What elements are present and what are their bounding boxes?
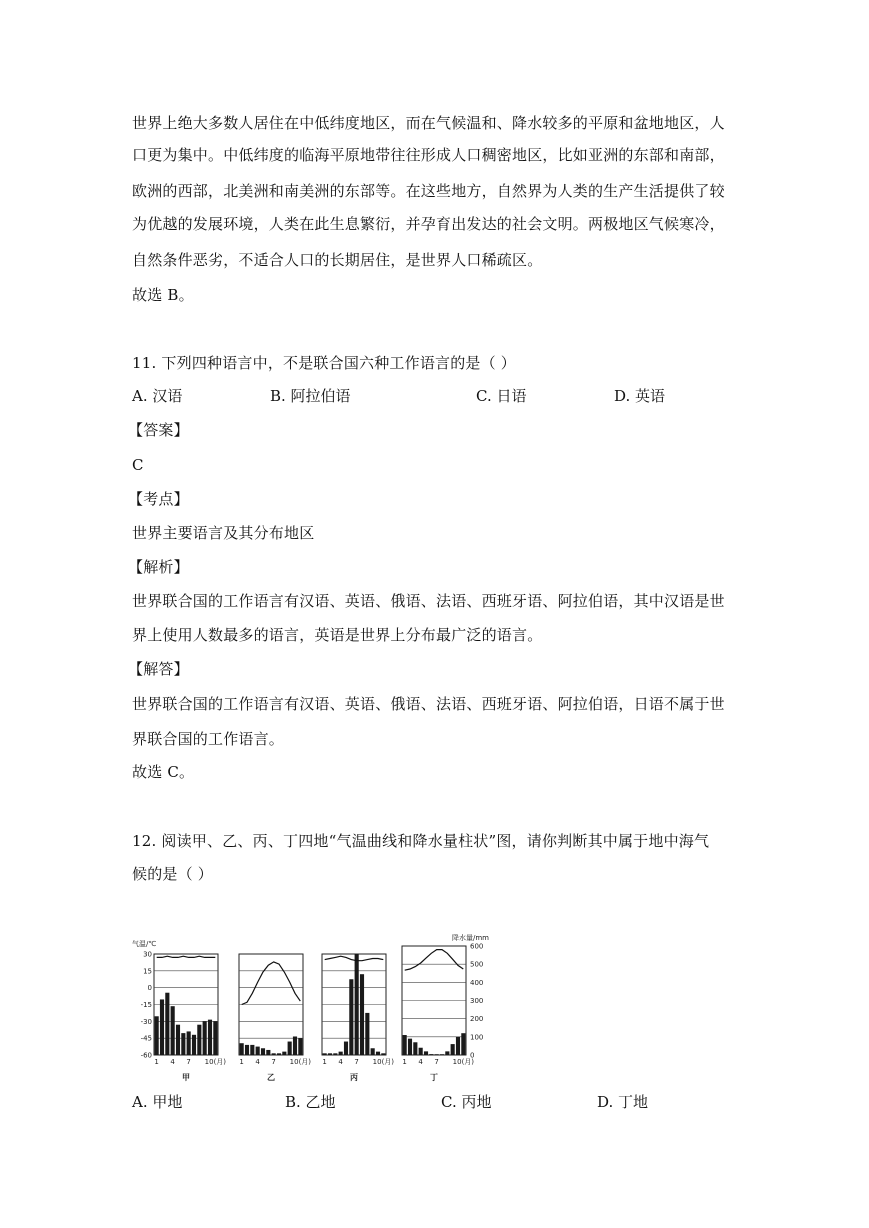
precip-tick-label: 300 [470,997,484,1005]
q11-option-b: B. 阿拉伯语 [270,387,351,405]
month-tick-label: 4 [255,1058,260,1066]
intro-conclusion: 故选 B。 [132,286,194,304]
q12-option-b: B. 乙地 [285,1093,336,1111]
temp-tick-label: -60 [140,1051,152,1060]
precip-bar [339,1052,343,1055]
precip-bar [181,1033,185,1055]
precip-bar [349,979,353,1055]
q11-option-d: D. 英语 [614,387,666,405]
precip-bar [277,1053,281,1055]
precip-bar [192,1035,196,1055]
q12-option-a: A. 甲地 [132,1093,183,1111]
temperature-curve [405,950,464,971]
precip-bar [208,1020,212,1055]
panel-name-label: 丙 [350,1072,358,1082]
precip-bar [176,1025,180,1055]
precip-bar [213,1021,217,1055]
precip-bar [266,1050,270,1055]
q11-option-c: C. 日语 [476,387,527,405]
q11-analysis-heading: 【解析】 [128,558,189,576]
precip-bar [272,1053,276,1055]
precip-bar [155,1016,159,1055]
precip-bar [381,1053,385,1055]
q11-answer: C [132,456,144,474]
precip-bar [429,1054,433,1055]
precip-bar [424,1051,428,1055]
precip-bar [413,1042,417,1055]
precip-bar [355,954,359,1055]
precip-bar [323,1053,327,1055]
month-tick-label: 4 [170,1058,175,1066]
temp-tick-label: -15 [140,1001,152,1009]
precip-tick-label: 400 [470,978,484,987]
q11-solution-heading: 【解答】 [128,660,189,678]
precip-bar [371,1048,375,1055]
month-tick-label: 4 [418,1058,423,1066]
precip-bar [171,1006,175,1055]
intro-line-3: 欧洲的西部，北美洲和南美洲的东部等。在这些地方，自然界为人类的生产生活提供了较 [132,182,725,200]
temperature-curve [242,962,301,1005]
precip-bar [203,1021,207,1055]
precip-tick-label: 100 [470,1033,484,1042]
panel-name-label: 甲 [182,1072,190,1082]
precip-bar [440,1054,444,1055]
precip-bar [365,1013,369,1055]
precip-bar [419,1048,423,1055]
month-tick-label: 7 [354,1058,359,1066]
precip-tick-label: 200 [470,1015,484,1024]
temp-tick-label: 30 [143,950,152,959]
month-tick-label: 1 [239,1058,244,1066]
q11-analysis-line-2: 界上使用人数最多的语言，英语是世界上分布最广泛的语言。 [132,626,543,644]
precip-bar [403,1035,407,1055]
precip-bar [408,1039,412,1055]
precip-bar [333,1053,337,1055]
panel-name-label: 乙 [267,1072,275,1082]
precip-bar [288,1042,292,1055]
q12-option-c: C. 丙地 [441,1093,492,1111]
q11-conclusion: 故选 C。 [132,763,195,781]
q11-stem: 11. 下列四种语言中，不是联合国六种工作语言的是（ ） [132,354,516,372]
precip-bar [256,1047,260,1055]
precip-tick-label: 600 [470,942,484,951]
precip-bar [245,1045,249,1055]
temperature-curve [325,956,384,961]
month-tick-label: 1 [154,1058,159,1066]
left-axis-label: 气温/℃ [132,940,157,948]
month-tick-label: 10(月) [204,1058,227,1066]
q11-answer-heading: 【答案】 [128,421,189,439]
intro-line-5: 自然条件恶劣，不适合人口的长期居住，是世界人口稀疏区。 [132,251,543,269]
precip-bar [165,993,169,1055]
q11-analysis-line-1: 世界联合国的工作语言有汉语、英语、俄语、法语、西班牙语、阿拉伯语，其中汉语是世 [132,592,725,610]
precip-bar [250,1045,254,1055]
climate-charts-svg [130,930,500,1082]
precip-tick-label: 0 [470,1051,475,1060]
temperature-curve [157,956,216,957]
precip-tick-label: 500 [470,960,484,969]
intro-line-4: 为优越的发展环境，人类在此生息繁衍，并孕育出发达的社会文明。两极地区气候寒冷， [132,215,725,233]
intro-line-1: 世界上绝大多数人居住在中低纬度地区，而在气候温和、降水较多的平原和盆地地区，人 [132,114,725,132]
month-tick-label: 1 [322,1058,327,1066]
q11-option-a: A. 汉语 [132,387,183,405]
right-axis-label: 降水量/mm [452,934,489,942]
precip-bar [451,1044,455,1055]
precip-bar [240,1043,244,1055]
month-tick-label: 1 [402,1058,407,1066]
precip-bar [261,1048,265,1055]
precip-bar [282,1052,286,1055]
q11-point: 世界主要语言及其分布地区 [132,524,315,542]
precip-bar [293,1036,297,1055]
precip-bar [461,1033,465,1055]
temp-tick-label: 0 [147,984,152,993]
climate-chart-figure [130,930,500,1082]
month-tick-label: 10(月) [452,1058,475,1066]
temp-tick-label: -30 [140,1017,152,1026]
precip-bar [344,1042,348,1055]
precip-bar [435,1054,439,1055]
month-tick-label: 10(月) [289,1058,312,1066]
temp-tick-label: -45 [140,1034,152,1043]
precip-bar [160,999,164,1055]
precip-bar [445,1051,449,1055]
q11-point-heading: 【考点】 [128,490,189,508]
precip-bar [298,1038,302,1055]
q11-solution-line-2: 界联合国的工作语言。 [132,730,285,748]
precip-bar [360,974,364,1055]
q12-stem-line-1: 12. 阅读甲、乙、丙、丁四地“气温曲线和降水量柱状”图，请你判断其中属于地中海气 [132,832,710,850]
precip-bar [328,1053,332,1055]
precip-bar [456,1037,460,1055]
month-tick-label: 7 [271,1058,276,1066]
panel-name-label: 丁 [430,1072,438,1082]
temp-tick-label: 15 [143,967,152,976]
q11-solution-line-1: 世界联合国的工作语言有汉语、英语、俄语、法语、西班牙语、阿拉伯语，日语不属于世 [132,695,725,713]
month-tick-label: 7 [434,1058,439,1066]
precip-bar [376,1052,380,1055]
precip-bar [187,1031,191,1055]
month-tick-label: 4 [338,1058,343,1066]
month-tick-label: 7 [186,1058,191,1066]
q12-option-d: D. 丁地 [597,1093,649,1111]
month-tick-label: 10(月) [372,1058,395,1066]
q12-stem-line-2: 候的是（ ） [132,865,213,883]
intro-line-2: 口更为集中。中低纬度的临海平原地带往往形成人口稠密地区，比如亚洲的东部和南部， [132,146,725,164]
precip-bar [197,1025,201,1055]
